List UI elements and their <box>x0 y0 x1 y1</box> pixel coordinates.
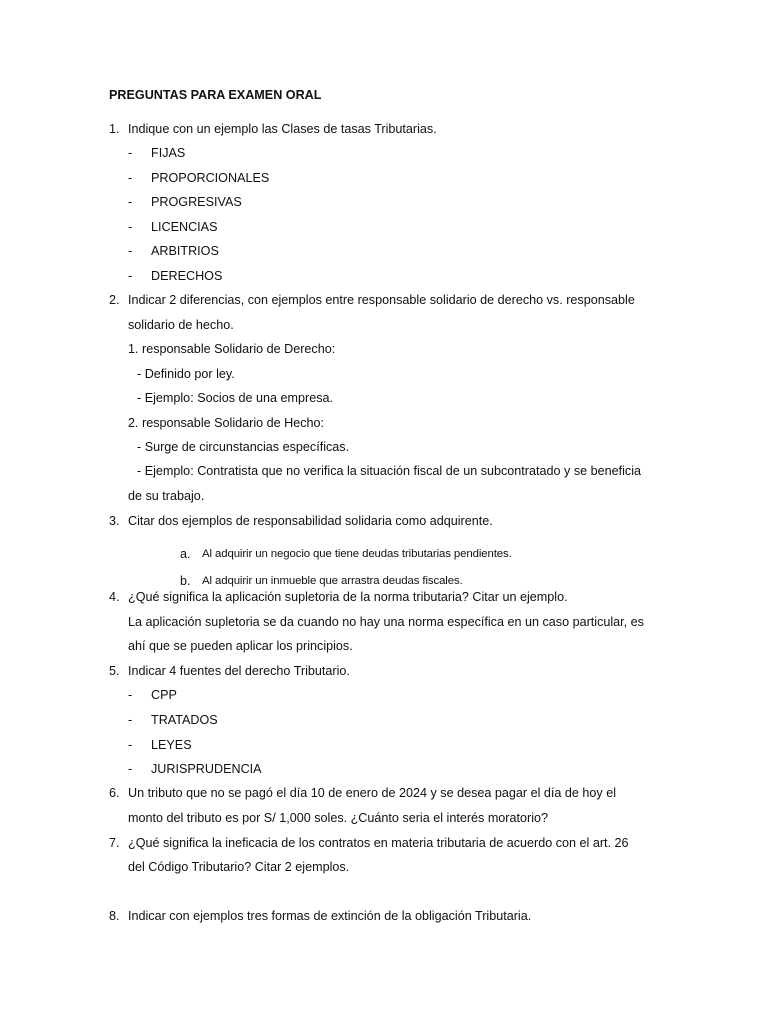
q2-text-line2: solidario de hecho. <box>128 318 234 332</box>
q6-number: 6. <box>109 786 120 800</box>
q1-text: Indique con un ejemplo las Clases de tasas Tributarias. <box>128 122 437 136</box>
q5-item-dash: - <box>128 762 133 776</box>
page-title: PREGUNTAS PARA EXAMEN ORAL <box>109 88 322 102</box>
q4-text: ¿Qué significa la aplicación supletoria de la norma tributaria? Citar un ejemplo. <box>128 590 568 604</box>
q2-answer-continuation: de su trabajo. <box>128 489 205 503</box>
q6-text-line1: Un tributo que no se pagó el día 10 de enero de 2024 y se desea pagar el día de hoy el <box>128 786 617 800</box>
q2-number: 2. <box>109 293 120 307</box>
q5-item-dash: - <box>128 713 133 727</box>
q3-number: 3. <box>109 514 120 528</box>
q2-answer-point: - Surge de circunstancias específicas. <box>137 440 350 454</box>
q5-item-dash: - <box>128 688 133 702</box>
q1-item-dash: - <box>128 269 133 283</box>
q3-sub-text-a: Al adquirir un negocio que tiene deudas tributarias pendientes. <box>202 548 512 560</box>
q1-item-dash: - <box>128 220 133 234</box>
q2-answer-point: - Definido por ley. <box>137 367 235 381</box>
q4-number: 4. <box>109 590 120 604</box>
q1-item-dash: - <box>128 195 133 209</box>
q2-answer-point: - Ejemplo: Contratista que no verifica la situación fiscal de un subcontratado y se beneficia <box>137 464 642 478</box>
q7-text-line1: ¿Qué significa la ineficacia de los contratos en materia tributaria de acuerdo con el art. 26 <box>128 836 629 850</box>
q5-item: TRATADOS <box>151 713 218 727</box>
q3-sub-label-a: a. <box>180 547 191 561</box>
q2-answer-heading-2: 2. responsable Solidario de Hecho: <box>128 416 325 430</box>
q5-item: JURISPRUDENCIA <box>151 762 262 776</box>
q3-sub-label-b: b. <box>180 574 191 588</box>
q3-text: Citar dos ejemplos de responsabilidad solidaria como adquirente. <box>128 514 493 528</box>
q1-item-dash: - <box>128 171 133 185</box>
q1-number: 1. <box>109 122 120 136</box>
q2-text-line1: Indicar 2 diferencias, con ejemplos entre responsable solidario de derecho vs. responsable <box>128 293 635 307</box>
q1-item: ARBITRIOS <box>151 244 219 258</box>
q1-item: FIJAS <box>151 146 186 160</box>
q1-item: DERECHOS <box>151 269 223 283</box>
q1-item: PROPORCIONALES <box>151 171 270 185</box>
q5-item-dash: - <box>128 738 133 752</box>
q1-item: PROGRESIVAS <box>151 195 242 209</box>
q2-answer-heading-1: 1. responsable Solidario de Derecho: <box>128 342 336 356</box>
q1-item-dash: - <box>128 244 133 258</box>
q4-answer-line1: La aplicación supletoria se da cuando no hay una norma específica en un caso particular, es <box>128 615 644 629</box>
q5-item: LEYES <box>151 738 192 752</box>
q1-item-dash: - <box>128 146 133 160</box>
q4-answer-line2: ahí que se pueden aplicar los principios. <box>128 639 353 653</box>
q8-number: 8. <box>109 909 120 923</box>
q8-text: Indicar con ejemplos tres formas de extinción de la obligación Tributaria. <box>128 909 532 923</box>
q5-number: 5. <box>109 664 120 678</box>
q5-text: Indicar 4 fuentes del derecho Tributario. <box>128 664 350 678</box>
q2-answer-point: - Ejemplo: Socios de una empresa. <box>137 391 334 405</box>
q7-number: 7. <box>109 836 120 850</box>
q3-sub-text-b: Al adquirir un inmueble que arrastra deudas fiscales. <box>202 575 463 587</box>
q7-text-line2: del Código Tributario? Citar 2 ejemplos. <box>128 860 350 874</box>
q5-item: CPP <box>151 688 177 702</box>
q1-item: LICENCIAS <box>151 220 218 234</box>
q6-text-line2: monto del tributo es por S/ 1,000 soles. ¿Cuánto seria el interés moratorio? <box>128 811 549 825</box>
